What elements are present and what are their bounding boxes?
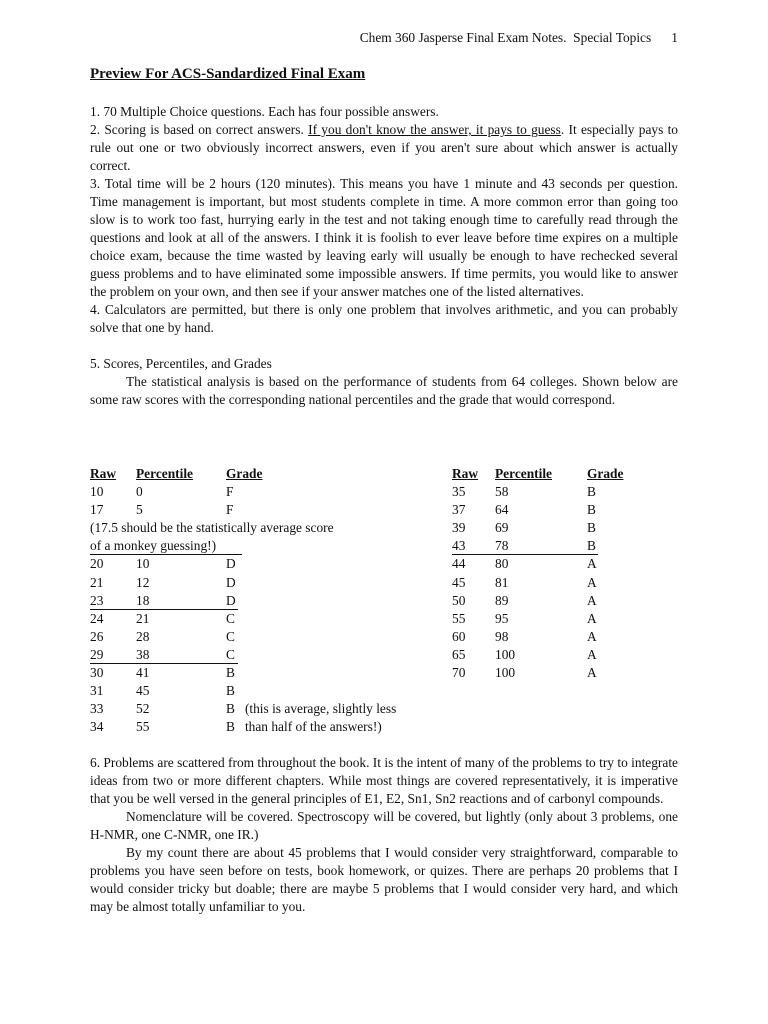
table-row: 65 100 A <box>452 646 597 662</box>
page-header: Chem 360 Jasperse Final Exam Notes. Special Topics 1 <box>359 30 678 45</box>
item-3: 3. Total time will be 2 hours (120 minutes). This means you have 1 minute and 43 seconds per question. Time management is important, but most students complete in time. A more common error than going too slow is to work too fast, hurrying early in the test and not taking enough time to carefully read through the questions and look at all of the answers. I think it is foolish to ever leave before time expires on a multiple choice exam, because the time wasted by leaving early will usually be enough to have rechecked several guess problems and to have eliminated some impossible answers. If time permits, you would like to answer the problem on your own, and then see if your answer matches one of the listed alternatives. <box>90 176 678 299</box>
section-6-para-3: By my count there are about 45 problems that I would consider very straightforward, comparable to problems you have seen before on tests, book homework, or quizes. There are perhaps 20 problems that I would consider tricky but doable; there are maybe 5 problems that I would consider very hard, and which may be almost totally unfamiliar to you. <box>90 845 678 914</box>
table-row: 35 58 B <box>452 484 596 500</box>
item-2: 2. Scoring is based on correct answers. If you don't know the answer, it pays to guess. It especially pays to rule out one or two obviously incorrect answers, even if you aren't sure about which answer is actually correct. <box>90 122 678 173</box>
table-row: 55 95 A <box>452 610 597 626</box>
item-4: 4. Calculators are permitted, but there is only one problem that involves arithmetic, and you can probably solve that one by hand. <box>90 302 678 335</box>
table-row: 29 38 C <box>90 646 390 664</box>
table-row: 30 41 B <box>90 665 235 681</box>
table-row: 21 12 D <box>90 574 236 590</box>
table-row: 39 69 B <box>452 520 596 536</box>
table-row: 23 18 D <box>90 592 390 610</box>
table-note: of a monkey guessing!) <box>90 537 390 555</box>
table-note: (17.5 should be the statistically average score <box>90 520 334 536</box>
table-row: 45 81 A <box>452 574 597 590</box>
item-5-body: The statistical analysis is based on the performance of students from 64 colleges. Shown below are some raw scores with the corresponding national percentiles and the grade that would correspond. <box>90 374 678 407</box>
table-row: 43 78 B <box>452 537 752 555</box>
section-6 <box>90 754 678 916</box>
table-row: 20 10 D <box>90 556 236 572</box>
table-row: 70 100 A <box>452 665 597 681</box>
item-5-heading: 5. Scores, Percentiles, and Grades <box>90 356 272 371</box>
exam-items <box>90 103 678 409</box>
table-row: 34 55 B than half of the answers!) <box>90 719 382 735</box>
score-table-left <box>90 465 397 736</box>
score-table-right <box>452 465 752 682</box>
table-row: 31 45 B <box>90 683 235 699</box>
section-6-para-2: Nomenclature will be covered. Spectroscopy will be covered, but lightly (only about 3 problems, one H-NMR, one C-NMR, one IR.) <box>90 809 678 842</box>
table-row: 44 80 A <box>452 556 597 572</box>
table-row: 24 21 C <box>90 610 235 626</box>
table-header-row: Raw Percentile Grade <box>452 466 624 481</box>
document-title: Preview For ACS-Sandardized Final Exam <box>90 66 366 82</box>
table-header-row: Raw Percentile Grade <box>90 466 263 481</box>
table-row: 37 64 B <box>452 502 596 518</box>
table-row: 10 0 F <box>90 484 234 500</box>
item-1: 1. 70 Multiple Choice questions. Each has four possible answers. <box>90 104 439 119</box>
table-row: 50 89 A <box>452 592 597 608</box>
section-6-para-1: 6. Problems are scattered from throughout the book. It is the intent of many of the problems to try to integrate ideas from two or more different chapters. While most things are covered representatively, it is imperative that you be well versed in the general principles of E1, E2, Sn1, Sn2 reactions and of carbonyl compounds. <box>90 755 678 806</box>
table-row: 26 28 C <box>90 628 235 644</box>
table-row: 17 5 F <box>90 502 234 518</box>
table-row: 33 52 B (this is average, slightly less <box>90 701 397 717</box>
guess-advice: If you don't know the answer, it pays to guess <box>308 122 561 137</box>
table-row: 60 98 A <box>452 628 597 644</box>
